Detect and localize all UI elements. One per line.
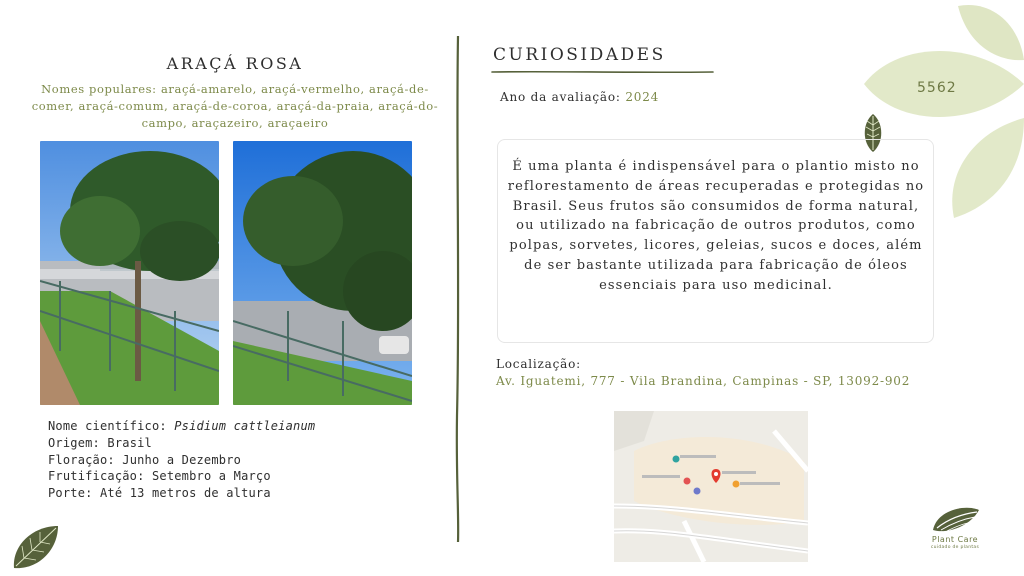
fruiting-value: Setembro a Março <box>151 469 271 484</box>
fruiting-row <box>48 468 315 485</box>
plant-title: ARAÇÁ ROSA <box>166 54 304 73</box>
origin-label: Origem: <box>48 435 100 450</box>
description-text: É uma planta é indispensável para o plantio misto no reflorestamento de áreas recuperadas e protegidas no Brasil. Seus frutos são consumidos de forma natural, ou utilizado na fabricação de outros produtos, como polpas, sorvetes, licores, geleias, sucos e doces, além de ser bastante utilizada para fabricação de óleos essenciais para uso medicinal. <box>507 159 925 293</box>
location-address: Av. Iguatemi, 777 - Vila Brandina, Campinas - SP, 13092-902 <box>496 374 911 388</box>
brand-name: Plant Care <box>931 535 979 544</box>
fruiting-label: Frutificação: <box>48 469 145 484</box>
flowering-label: Floração: <box>48 452 115 467</box>
plant-details <box>48 418 315 502</box>
size-value: Até 13 metros de altura <box>100 486 271 501</box>
popular-names-label: Nomes populares: <box>41 82 157 96</box>
vertical-divider <box>453 36 463 542</box>
flowering-row <box>48 452 315 469</box>
evaluation-year <box>500 90 659 104</box>
popular-names-value: araçá-amarelo, araçá-vermelho, araçá-de-comer, araçá-comum, araçá-de-coroa, araçá-da-praia, araçá-do-campo, araçazeiro, araçaeiro <box>31 82 439 130</box>
origin-value: Brasil <box>107 435 152 450</box>
scientific-name-row <box>48 418 315 435</box>
record-number: 5562 <box>917 80 957 96</box>
size-label: Porte: <box>48 486 93 501</box>
corner-leaf-icon <box>10 522 60 572</box>
evaluation-year-value: 2024 <box>625 90 660 104</box>
brand-tagline: cuidado de plantas <box>930 545 980 550</box>
location-map[interactable] <box>614 411 808 562</box>
curiosities-heading: CURIOSIDADES <box>493 45 666 65</box>
heading-underline <box>491 69 715 75</box>
flowering-value: Junho a Dezembro <box>122 452 242 467</box>
plant-photo-left <box>40 141 219 405</box>
evaluation-year-label: Ano da avaliação: <box>500 90 621 104</box>
popular-names <box>30 81 440 132</box>
plant-photo-right <box>233 141 412 405</box>
origin-row <box>48 435 315 452</box>
scientific-name-value: Psidium cattleianum <box>174 419 316 433</box>
plant-care-logo <box>929 502 981 534</box>
scientific-name-label: Nome científico: <box>48 419 167 433</box>
size-row <box>48 485 315 502</box>
location-label: Localização: <box>496 357 581 371</box>
